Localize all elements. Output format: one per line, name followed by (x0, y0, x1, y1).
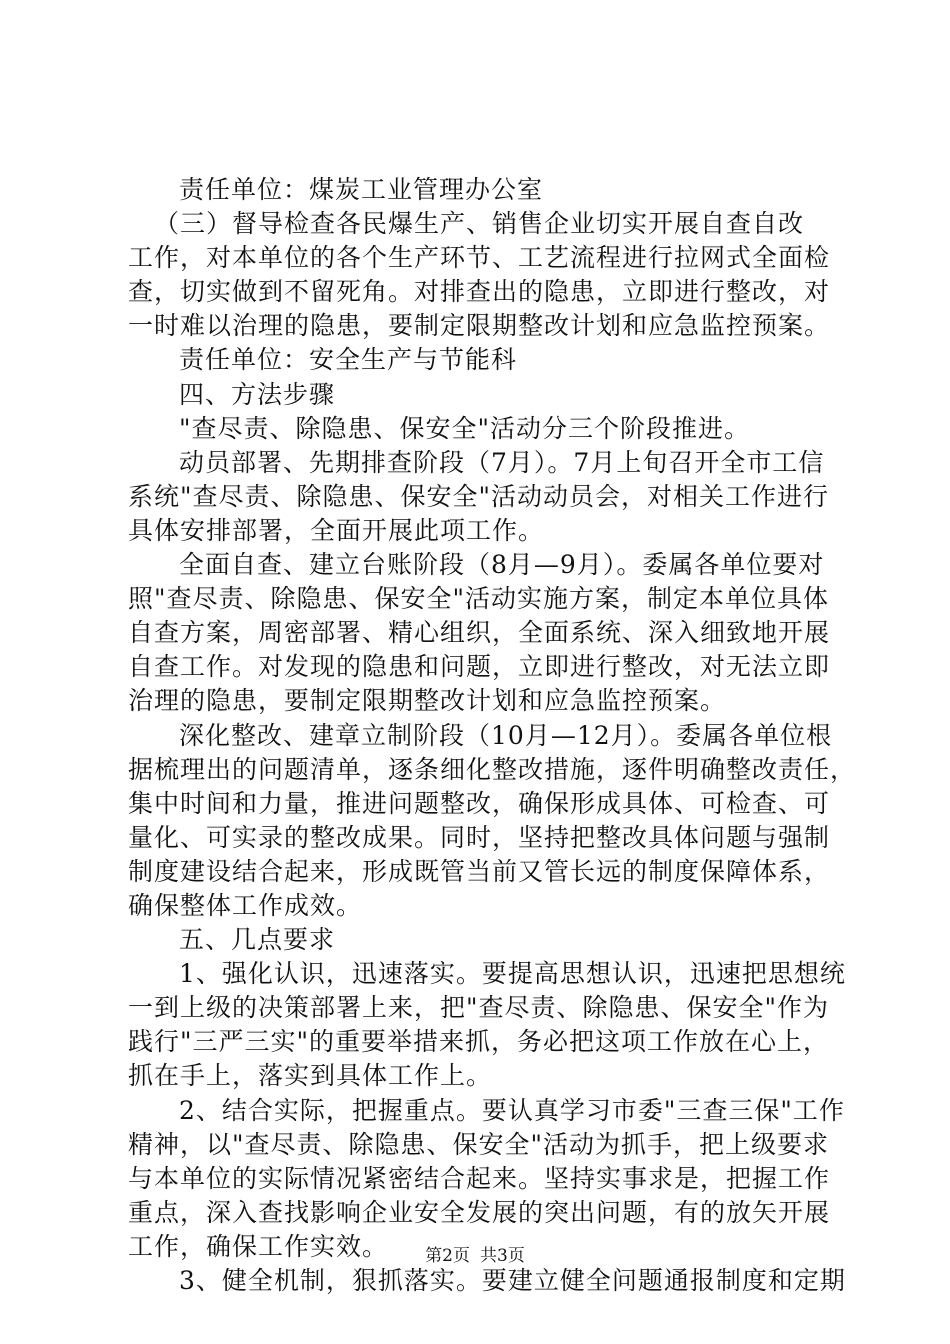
text-line: 制度建设结合起来，形成既管当前又管长远的制度保障体系， (128, 856, 831, 886)
text-line: 据梳理出的问题清单，逐条细化整改措施，逐件明确整改责任， (128, 754, 857, 784)
section-heading: 四、方法步骤 (179, 379, 336, 409)
text-line: 2、结合实际，把握重点。要认真学习市委"三查三保"工作 (179, 1095, 845, 1125)
text-line: （三）督导检查各民爆生产、销售企业切实开展自查自改 (154, 209, 805, 239)
text-line: 责任单位：安全生产与节能科 (179, 345, 518, 375)
text-line: 深化整改、建章立制阶段（10月—12月）。委属各单位根 (179, 720, 833, 750)
text-line: 践行"三严三实"的重要举措来抓，务必把这项工作放在心上， (128, 1027, 830, 1057)
text-line: 具体安排部署，全面开展此项工作。 (128, 515, 545, 545)
text-line: 精神，以"查尽责、除隐患、保安全"活动为抓手，把上级要求 (128, 1129, 830, 1159)
text-line: 自查工作。对发现的隐患和问题，立即进行整改，对无法立即 (128, 652, 831, 682)
text-line: 责任单位：煤炭工业管理办公室 (179, 175, 544, 204)
text-line: 一到上级的决策部署上来，把"查尽责、除隐患、保安全"作为 (128, 993, 830, 1023)
text-line: 确保整体工作成效。 (128, 890, 363, 920)
page-total: 共3页 (480, 1246, 525, 1266)
text-line: 治理的隐患，要制定限期整改计划和应急监控预案。 (128, 686, 727, 716)
text-line: 全面自查、建立台账阶段（8月—9月）。委属各单位要对 (179, 550, 825, 580)
text-line: 工作，确保工作实效。 (128, 1231, 389, 1261)
page-number: 第2页 (425, 1246, 470, 1266)
text-line: 动员部署、先期排查阶段（7月）。7月上旬召开全市工信 (179, 447, 825, 477)
text-line: 一时难以治理的隐患，要制定限期整改计划和应急监控预案。 (128, 311, 831, 341)
page-footer (0, 1241, 950, 1266)
text-line: "查尽责、除隐患、保安全"活动分三个阶段推进。 (179, 413, 750, 443)
text-line: 3、健全机制，狠抓落实。要建立健全问题通报制度和定期 (179, 1266, 846, 1295)
text-line: 系统"查尽责、除隐患、保安全"活动动员会，对相关工作进行 (128, 481, 830, 511)
section-heading: 五、几点要求 (179, 925, 336, 955)
text-line: 照"查尽责、除隐患、保安全"活动实施方案，制定本单位具体 (128, 584, 830, 614)
text-line: 自查方案，周密部署、精心组织，全面系统、深入细致地开展 (128, 618, 831, 648)
text-line: 查，切实做到不留死角。对排查出的隐患，立即进行整改，对 (128, 277, 831, 307)
text-line: 集中时间和力量，推进问题整改，确保形成具体、可检查、可 (128, 788, 831, 818)
text-line: 工作，对本单位的各个生产环节、工艺流程进行拉网式全面检 (128, 243, 831, 273)
text-line: 与本单位的实际情况紧密结合起来。坚持实事求是，把握工作 (128, 1163, 831, 1193)
text-line: 重点，深入查找影响企业安全发展的突出问题，有的放矢开展 (128, 1197, 831, 1227)
text-line: 1、强化认识，迅速落实。要提高思想认识，迅速把思想统 (179, 959, 846, 989)
text-line: 量化、可实录的整改成果。同时，坚持把整改具体问题与强制 (128, 822, 831, 852)
body-text (128, 173, 857, 1298)
text-line: 抓在手上，落实到具体工作上。 (128, 1061, 493, 1091)
